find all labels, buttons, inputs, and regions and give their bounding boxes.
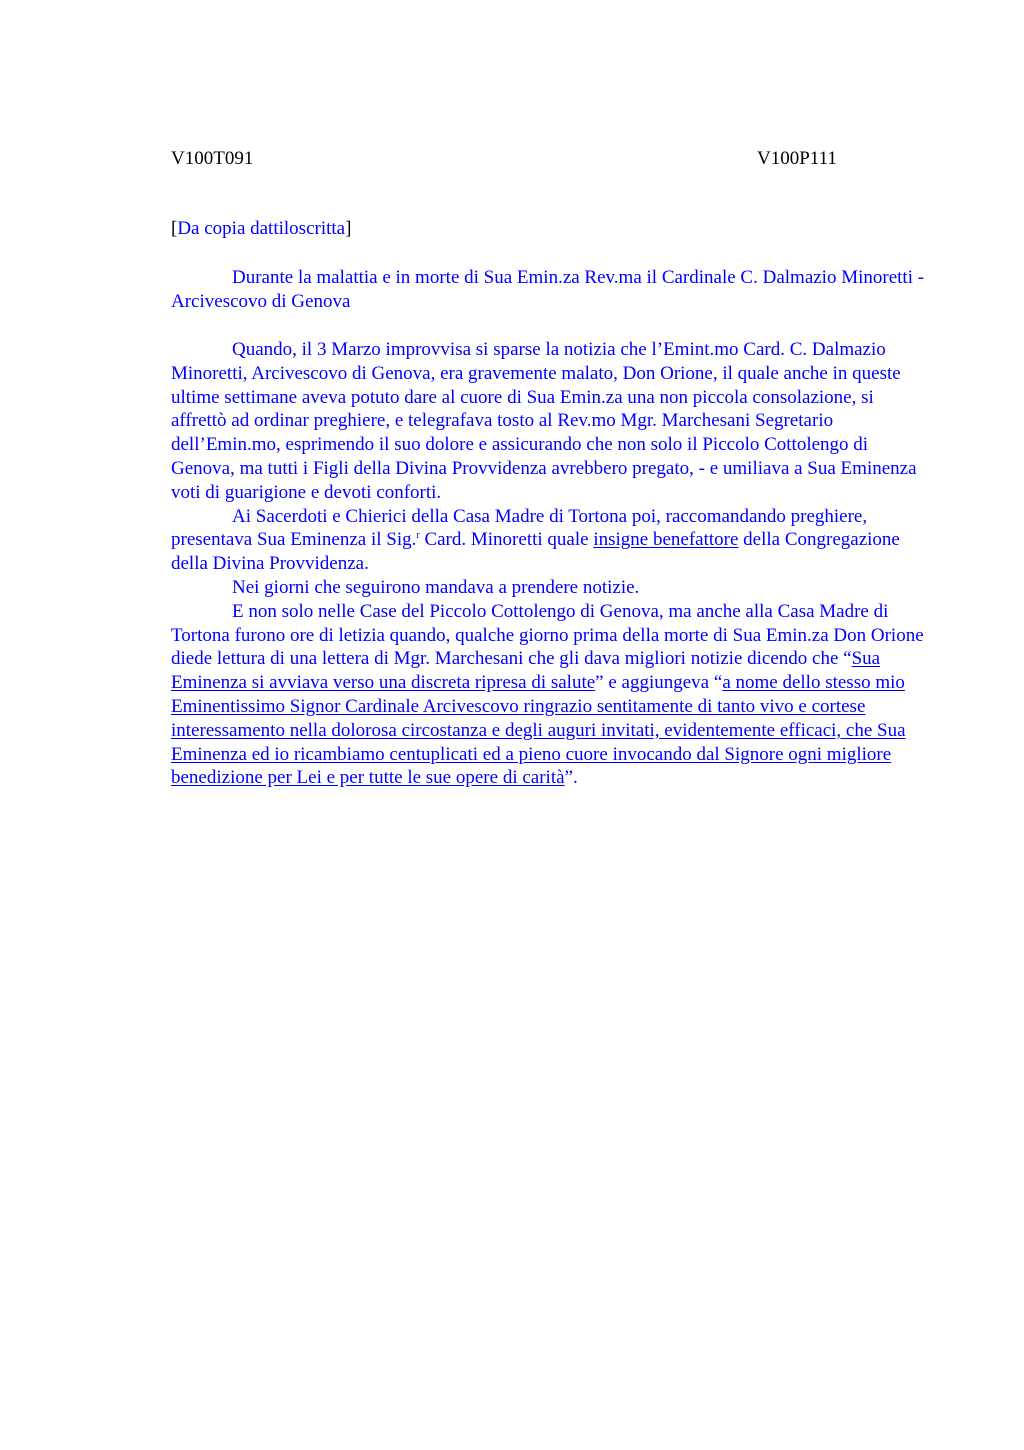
underlined-benefactor: insigne benefattore xyxy=(593,529,739,551)
source-open-bracket: [ xyxy=(171,218,178,239)
document-body xyxy=(171,338,931,790)
document-page xyxy=(171,0,931,1450)
source-note-text: Da copia dattiloscritta xyxy=(177,218,346,239)
paragraph-2-part-3: della Congregazione della Divina Provvidenza. xyxy=(171,529,900,575)
underlined-quote-2: a nome dello stesso mio Eminentissimo Signor Cardinale Arcivescovo ringrazio sentitamente di tanto vivo e cortese interessamento nella dolorosa circostanza e degli auguri invitati, evidentemente efficaci, che Sua Eminenza ed io ricambiamo centuplicati ed a pieno cuore invocando dal Signore ogni migliore benedizione per Lei e per tutte le sue opere di carità xyxy=(171,672,906,789)
paragraph-4-part-3: ”. xyxy=(564,767,578,789)
paragraph-4 xyxy=(171,600,931,790)
underlined-quote-1: Sua Eminenza si avviava verso una discreta ripresa di salute xyxy=(171,648,881,694)
document-title: Durante la malattia e in morte di Sua Emin.za Rev.ma il Cardinale C. Dalmazio Minoretti - Arcivescovo di Genova xyxy=(171,267,925,312)
paragraph-2-superscript: r xyxy=(416,530,420,542)
paragraph-2 xyxy=(171,505,931,576)
paragraph-2-part-1: Ai Sacerdoti e Chierici della Casa Madre di Tortona poi, raccomandando preghiere, presentava Sua Eminenza il Sig. xyxy=(171,505,868,551)
paragraph-4-part-2: ” e aggiungeva “ xyxy=(595,672,723,694)
paragraph-2-part-2: Card. Minoretti quale xyxy=(419,529,594,551)
source-note xyxy=(171,217,351,241)
document-code-right: V100P111 xyxy=(757,148,837,169)
paragraph-4-part-1: E non solo nelle Case del Piccolo Cottolengo di Genova, ma anche alla Casa Madre di Tortona furono ore di letizia quando, qualche giorno prima della morte di Sua Emin.za Don Orione diede lettura di una lettera di Mgr. Marchesani che gli dava migliori notizie dicendo che “ xyxy=(171,600,924,670)
source-close-bracket: ] xyxy=(345,218,352,239)
document-code-left: V100T091 xyxy=(171,148,254,169)
paragraph-1: Quando, il 3 Marzo improvvisa si sparse la notizia che l’Emint.mo Card. C. Dalmazio Minoretti, Arcivescovo di Genova, era gravemente malato, Don Orione, il quale anche in queste ultime settimane aveva potuto dare al cuore di Sua Emin.za una non piccola consolazione, si affrettò ad ordinar preghiere, e telegrafava tosto al Rev.mo Mgr. Marchesani Segretario dell’Emin.mo, esprimendo il suo dolore e assicurando che non solo il Piccolo Cottolengo di Genova, ma tutti i Figli della Divina Provvidenza avrebbero pregato, - e umiliava a Sua Eminenza voti di guarigione e devoti conforti. xyxy=(171,339,917,503)
paragraph-3: Nei giorni che seguirono mandava a prendere notizie. xyxy=(232,576,640,598)
